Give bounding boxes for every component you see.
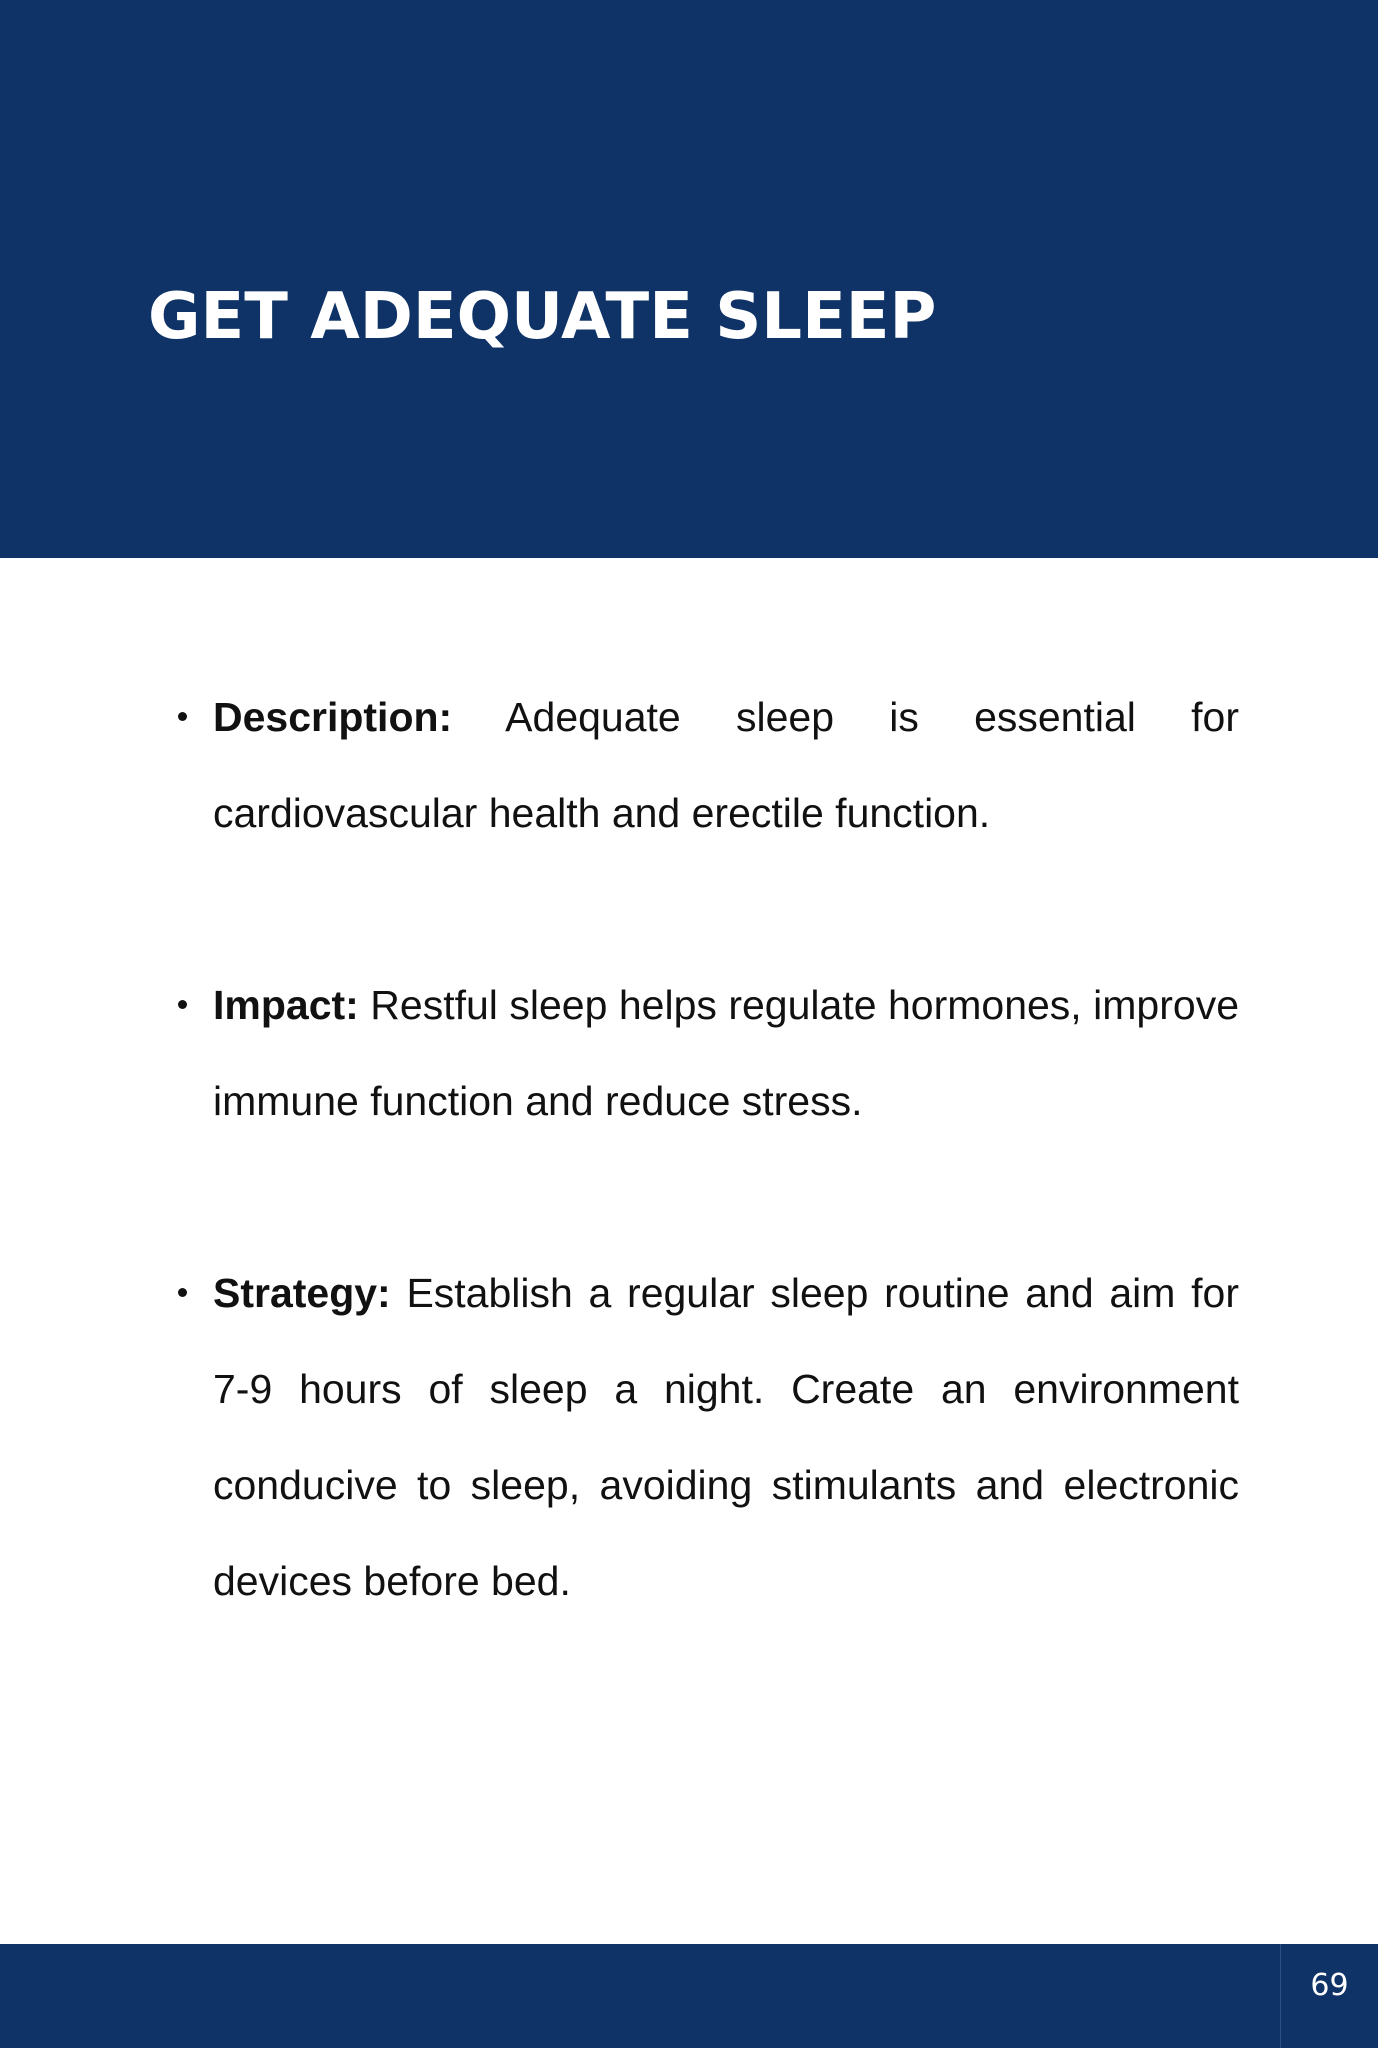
bullet-item-strategy (213, 1245, 1239, 1629)
page-title: GET ADEQUATE SLEEP (148, 280, 937, 354)
bullet-text: Establish a regular sleep routine and aim for 7-9 hours of sleep a night. Create an environment conducive to sleep, avoiding stimulants and electronic devices before bed. (213, 1270, 1239, 1604)
page-number: 69 (1310, 1968, 1349, 2003)
bullet-label: Strategy: (213, 1270, 391, 1316)
bullet-text: Adequate sleep is essential for cardiovascular health and erectile function. (213, 694, 1239, 836)
page-header (0, 0, 1378, 558)
bullet-text: Restful sleep helps regulate hormones, improve immune function and reduce stress. (213, 982, 1239, 1124)
bullet-dot-icon (178, 712, 187, 721)
bullet-label: Description: (213, 694, 453, 740)
bullet-label: Impact: (213, 982, 359, 1028)
bullet-item-description (213, 669, 1239, 861)
bullet-dot-icon (178, 1288, 187, 1297)
page-footer (0, 1944, 1378, 2048)
page-number-box (1280, 1944, 1378, 2048)
page-content (0, 558, 1378, 1944)
bullet-dot-icon (178, 1000, 187, 1009)
bullet-item-impact (213, 957, 1239, 1149)
